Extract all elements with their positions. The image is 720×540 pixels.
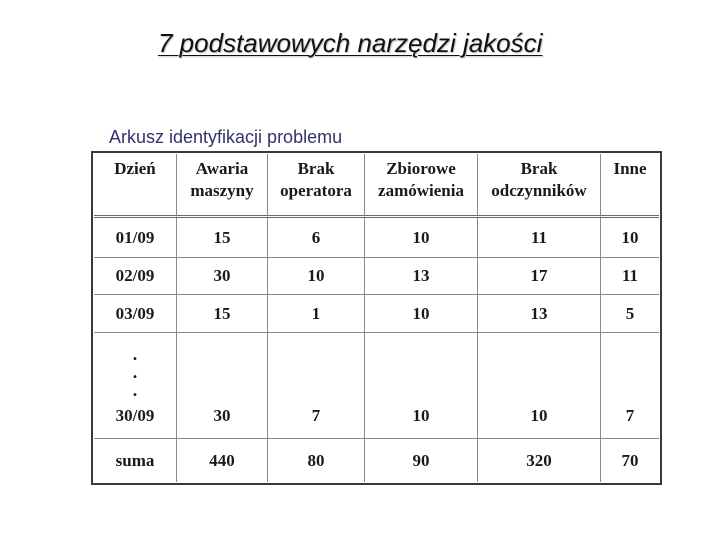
row-value: 10 [601, 218, 659, 258]
row-value: 10 [365, 295, 478, 333]
row-day: 30/09 [94, 405, 177, 439]
ellipsis-cell [94, 333, 177, 405]
slide-title: 7 podstawowych narzędzi jakości [158, 28, 543, 58]
header-no-operator [268, 154, 365, 218]
row-value: 10 [268, 258, 365, 295]
ellipsis-dot: . [132, 362, 138, 382]
row-value: 7 [601, 405, 659, 439]
row-day: 03/09 [94, 295, 177, 333]
row-day: 02/09 [94, 258, 177, 295]
ellipsis-dot: . [132, 380, 138, 400]
empty-cell [365, 333, 478, 405]
row-value: 17 [478, 258, 601, 295]
row-value: 15 [177, 218, 268, 258]
row-value: 30 [177, 258, 268, 295]
header-day-line1: Dzień [114, 159, 156, 178]
header-bulk-orders-line2: zamówienia [378, 181, 464, 200]
row-value: 13 [478, 295, 601, 333]
empty-cell [478, 333, 601, 405]
check-sheet-frame [91, 151, 662, 485]
ellipsis-dot: . [132, 344, 138, 364]
header-machine-failure-line2: maszyny [190, 181, 254, 200]
header-no-reagents-line2: odczynników [491, 181, 587, 200]
row-day: 01/09 [94, 218, 177, 258]
table-row [94, 295, 659, 333]
row-value: 15 [177, 295, 268, 333]
header-machine-failure [177, 154, 268, 218]
sum-value: 70 [621, 450, 639, 470]
check-sheet-table [94, 154, 659, 482]
sum-value: 440 [177, 439, 268, 482]
empty-cell [601, 333, 659, 405]
header-bulk-orders-line1: Zbiorowe [386, 159, 456, 178]
header-machine-failure-line1: Awaria [195, 159, 249, 178]
row-value: 10 [478, 405, 601, 439]
empty-cell [177, 333, 268, 405]
row-value: 7 [268, 405, 365, 439]
header-no-reagents [478, 154, 601, 218]
empty-cell [268, 333, 365, 405]
table-row-ellipsis [94, 333, 659, 405]
row-value: 1 [268, 295, 365, 333]
header-no-operator-line2: operatora [280, 181, 352, 200]
table-row [94, 258, 659, 295]
header-day [94, 154, 177, 218]
row-value: 6 [268, 218, 365, 258]
table-sum-row [94, 439, 659, 482]
row-value: 11 [478, 218, 601, 258]
header-other-line1: Inne [613, 159, 647, 178]
row-value: 5 [601, 295, 659, 333]
header-no-operator-line1: Brak [297, 159, 335, 178]
table-caption: Arkusz identyfikacji problemu [109, 127, 343, 147]
sum-label: suma [94, 439, 177, 482]
sum-value: 320 [478, 439, 601, 482]
header-bulk-orders [365, 154, 478, 218]
row-value: 10 [365, 405, 478, 439]
sum-value: 90 [365, 439, 478, 482]
table-row [94, 218, 659, 258]
row-value: 11 [601, 258, 659, 295]
sum-value: 80 [268, 439, 365, 482]
row-value: 13 [365, 258, 478, 295]
row-value: 10 [365, 218, 478, 258]
row-value: 30 [177, 405, 268, 439]
header-no-reagents-line1: Brak [520, 159, 558, 178]
table-header-row [94, 154, 659, 218]
table-row [94, 405, 659, 439]
header-other [601, 154, 659, 218]
